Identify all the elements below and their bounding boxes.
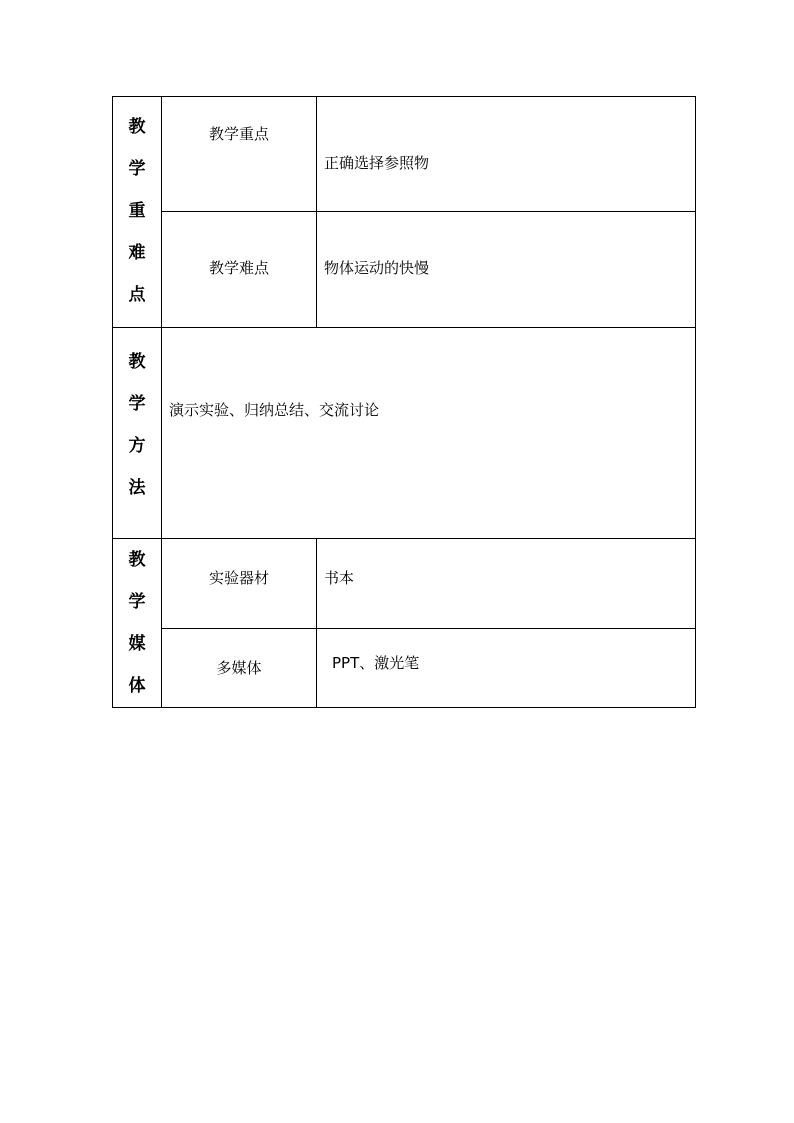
focus-header-char: 难 bbox=[128, 243, 146, 263]
method-header-char: 教 bbox=[128, 352, 146, 372]
equipment-label-cell bbox=[162, 539, 317, 629]
focus-header-char: 点 bbox=[128, 285, 146, 305]
method-section-header bbox=[113, 328, 162, 539]
method-value-cell bbox=[162, 328, 696, 539]
multimedia-label-cell bbox=[162, 629, 317, 708]
focus-header-char: 教 bbox=[128, 117, 146, 137]
difficulty-value: 物体运动的快慢 bbox=[324, 259, 430, 277]
equipment-label: 实验器材 bbox=[208, 569, 269, 588]
media-header-char: 学 bbox=[128, 592, 146, 612]
key-point-value-cell bbox=[317, 97, 696, 212]
method-header-char: 方 bbox=[128, 436, 146, 456]
difficulty-label: 教学难点 bbox=[208, 259, 269, 277]
media-section-header bbox=[113, 539, 162, 708]
method-value: 演示实验、归纳总结、交流讨论 bbox=[169, 401, 380, 419]
method-row bbox=[113, 328, 696, 539]
equipment-value: 书本 bbox=[324, 569, 355, 588]
focus-header-char: 重 bbox=[128, 201, 146, 221]
focus-section-header bbox=[113, 97, 162, 328]
method-header-char: 学 bbox=[128, 394, 146, 414]
media-header-char: 媒 bbox=[128, 634, 146, 654]
key-point-label: 教学重点 bbox=[208, 125, 269, 143]
key-point-label-cell bbox=[162, 97, 317, 212]
media-header-char: 体 bbox=[128, 676, 146, 696]
difficulty-label-cell bbox=[162, 212, 317, 328]
multimedia-row bbox=[113, 629, 696, 708]
equipment-value-cell bbox=[317, 539, 696, 629]
multimedia-value: PPT、激光笔 bbox=[332, 654, 420, 673]
method-header-char: 法 bbox=[128, 478, 146, 498]
key-point-value: 正确选择参照物 bbox=[324, 154, 430, 172]
difficulty-row bbox=[113, 212, 696, 328]
lesson-plan-table bbox=[112, 96, 696, 708]
difficulty-value-cell bbox=[317, 212, 696, 328]
focus-header-char: 学 bbox=[128, 159, 146, 179]
multimedia-label: 多媒体 bbox=[216, 659, 262, 678]
multimedia-value-cell bbox=[317, 629, 696, 708]
equipment-row bbox=[113, 539, 696, 629]
key-point-row bbox=[113, 97, 696, 212]
media-header-char: 教 bbox=[128, 550, 146, 570]
